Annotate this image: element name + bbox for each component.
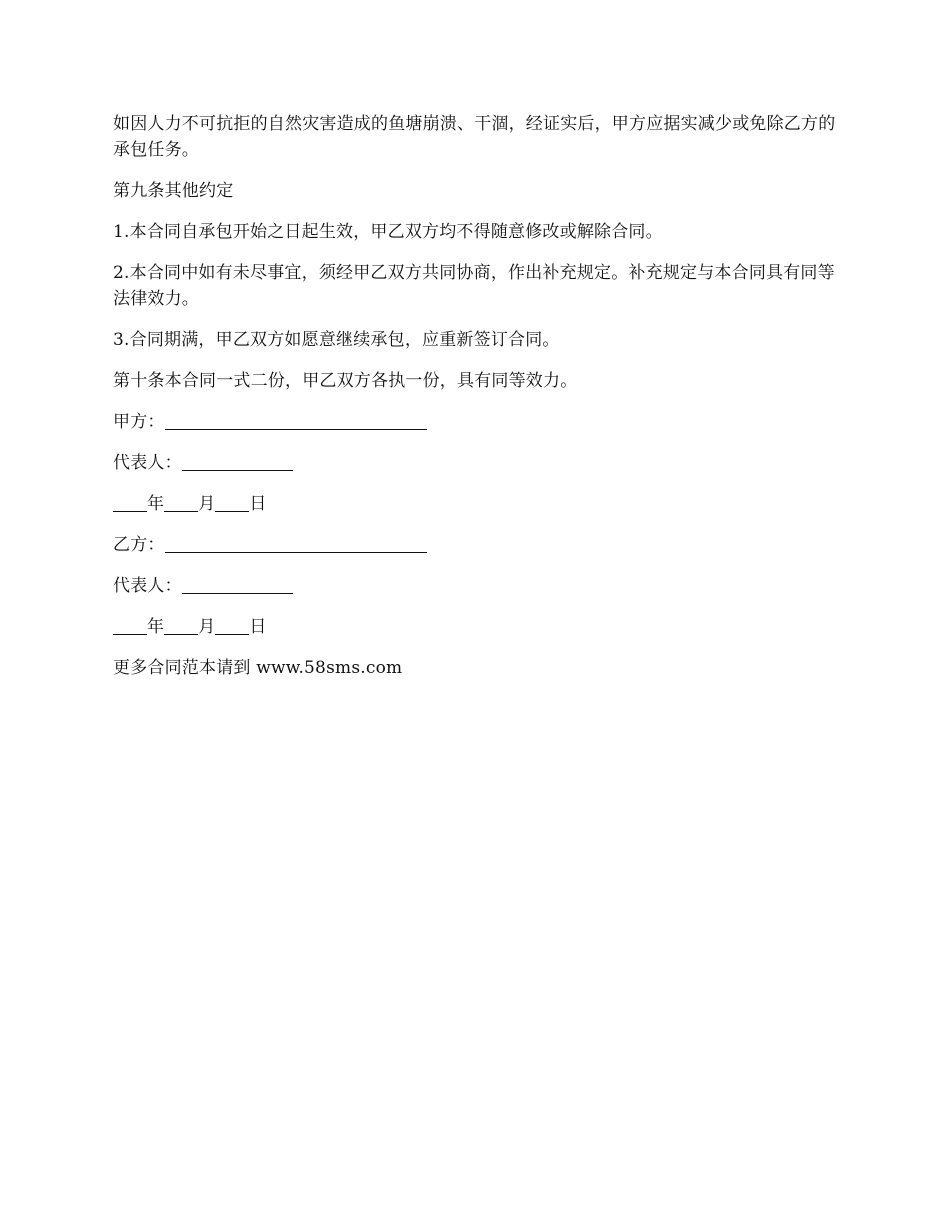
month-blank — [164, 615, 198, 635]
year-label: 年 — [147, 617, 165, 637]
clause-9-2: 2.本合同中如有未尽事宜，须经甲乙双方共同协商，作出补充规定。补充规定与本合同具有同等法律效力。 — [113, 263, 835, 309]
article-ten: 第十条本合同一式二份，甲乙双方各执一份，具有同等效力。 — [113, 371, 578, 391]
month-label: 月 — [198, 494, 216, 514]
party-b-blank — [165, 533, 427, 553]
party-a-signature — [113, 409, 843, 435]
party-a-rep-label: 代表人： — [113, 453, 182, 473]
clause-9-1: 1.本合同自承包开始之日起生效，甲乙双方均不得随意修改或解除合同。 — [113, 222, 663, 242]
month-label: 月 — [198, 617, 216, 637]
year-label: 年 — [147, 494, 165, 514]
party-a-rep-blank — [182, 451, 293, 471]
party-a-representative — [113, 450, 843, 476]
month-blank — [164, 492, 198, 512]
party-b-rep-label: 代表人： — [113, 576, 182, 596]
party-b-representative — [113, 573, 843, 599]
party-b-label: 乙方： — [113, 535, 165, 555]
party-b-date — [113, 614, 843, 640]
footer-link-text: 更多合同范本请到 www.58sms.com — [113, 658, 403, 678]
year-blank — [113, 492, 147, 512]
day-label: 日 — [249, 617, 267, 637]
party-a-date — [113, 491, 843, 517]
day-blank — [215, 615, 249, 635]
clause-9-3: 3.合同期满，甲乙双方如愿意继续承包，应重新签订合同。 — [113, 330, 560, 350]
party-b-rep-blank — [182, 574, 293, 594]
day-blank — [215, 492, 249, 512]
party-a-label: 甲方： — [113, 412, 165, 432]
party-a-blank — [165, 410, 427, 430]
clause-force-majeure: 如因人力不可抗拒的自然灾害造成的鱼塘崩溃、干涸，经证实后，甲方应据实减少或免除乙方的承包任务。 — [113, 114, 836, 160]
document-page — [113, 111, 843, 696]
day-label: 日 — [249, 494, 267, 514]
party-b-signature — [113, 532, 843, 558]
article-nine-heading: 第九条其他约定 — [113, 181, 234, 201]
year-blank — [113, 615, 147, 635]
